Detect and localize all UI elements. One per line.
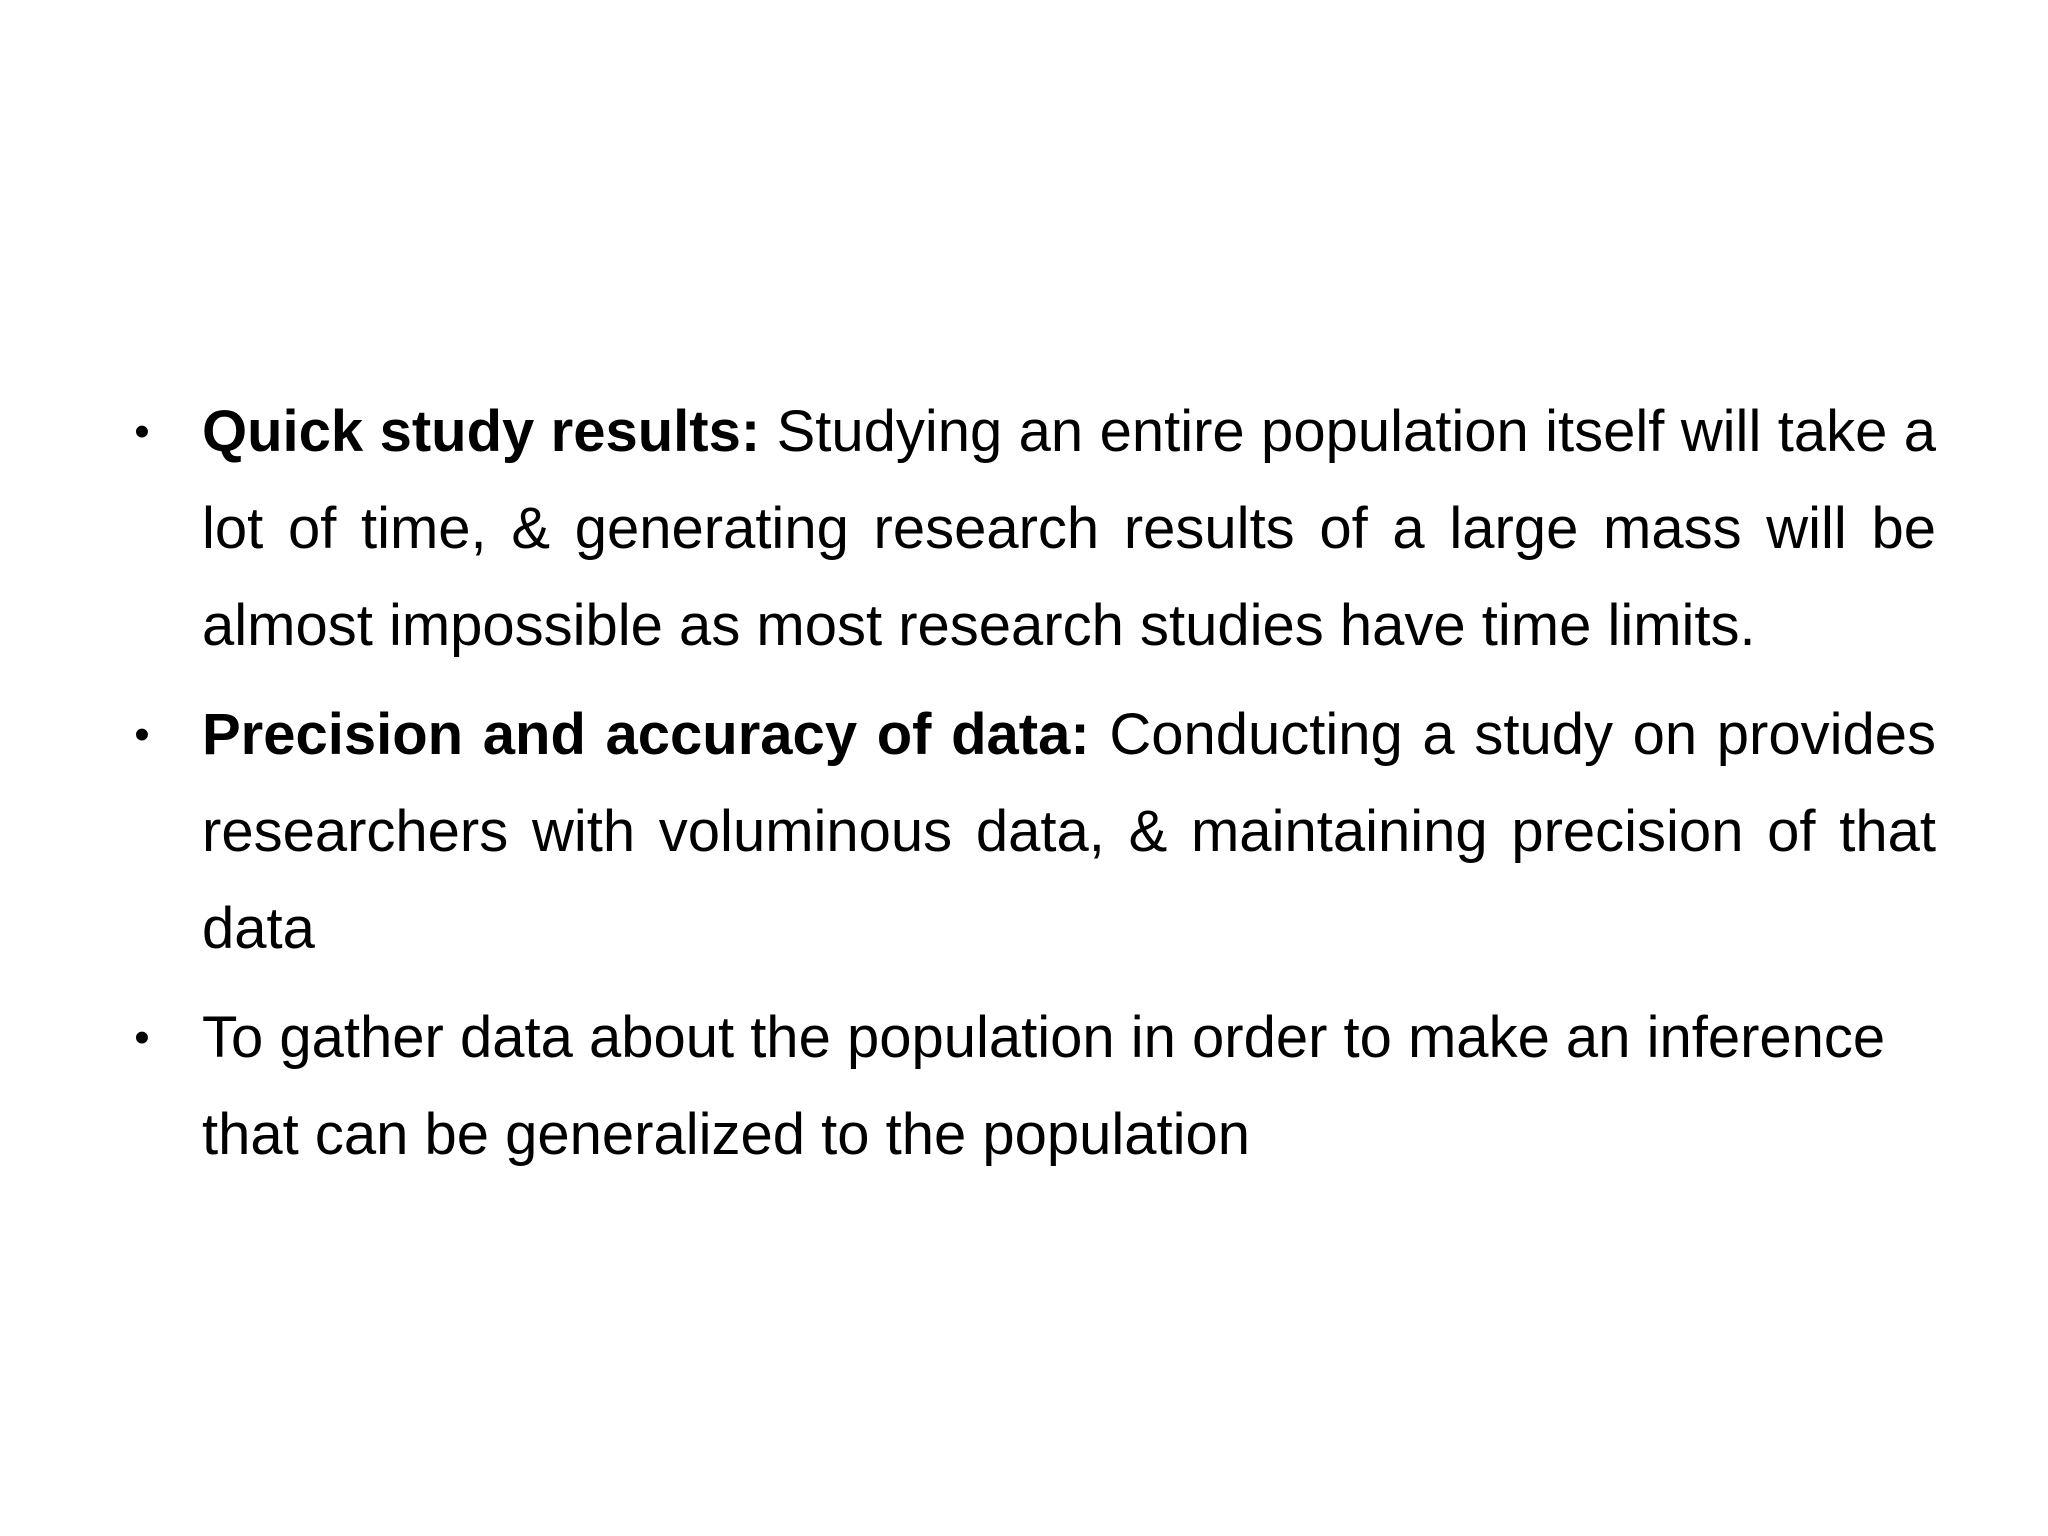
bullet-marker: •	[134, 407, 150, 456]
bullet-text: Studying an entire population itself will take a lot of time, & generating research results of a large mass will be almost impossible as most research studies have time limits.	[202, 399, 1936, 658]
bullet-lead: Quick study results:	[202, 399, 777, 464]
bullet-list	[112, 383, 1936, 1195]
bullet-marker: •	[134, 710, 150, 759]
bullet-marker: •	[134, 1013, 150, 1062]
bullet-item-quick-study-results	[112, 383, 1936, 674]
bullet-text: To gather data about the population in order to make an inference that can be generalized to the population	[202, 1005, 1886, 1167]
bullet-item-gather-data	[112, 989, 1936, 1183]
bullet-item-precision-and-accuracy	[112, 686, 1936, 977]
bullet-lead: Precision and accuracy of data:	[202, 702, 1110, 767]
bullet-text: Conducting a study on provides researchers with voluminous data, & maintaining precision of that data	[202, 702, 1936, 961]
